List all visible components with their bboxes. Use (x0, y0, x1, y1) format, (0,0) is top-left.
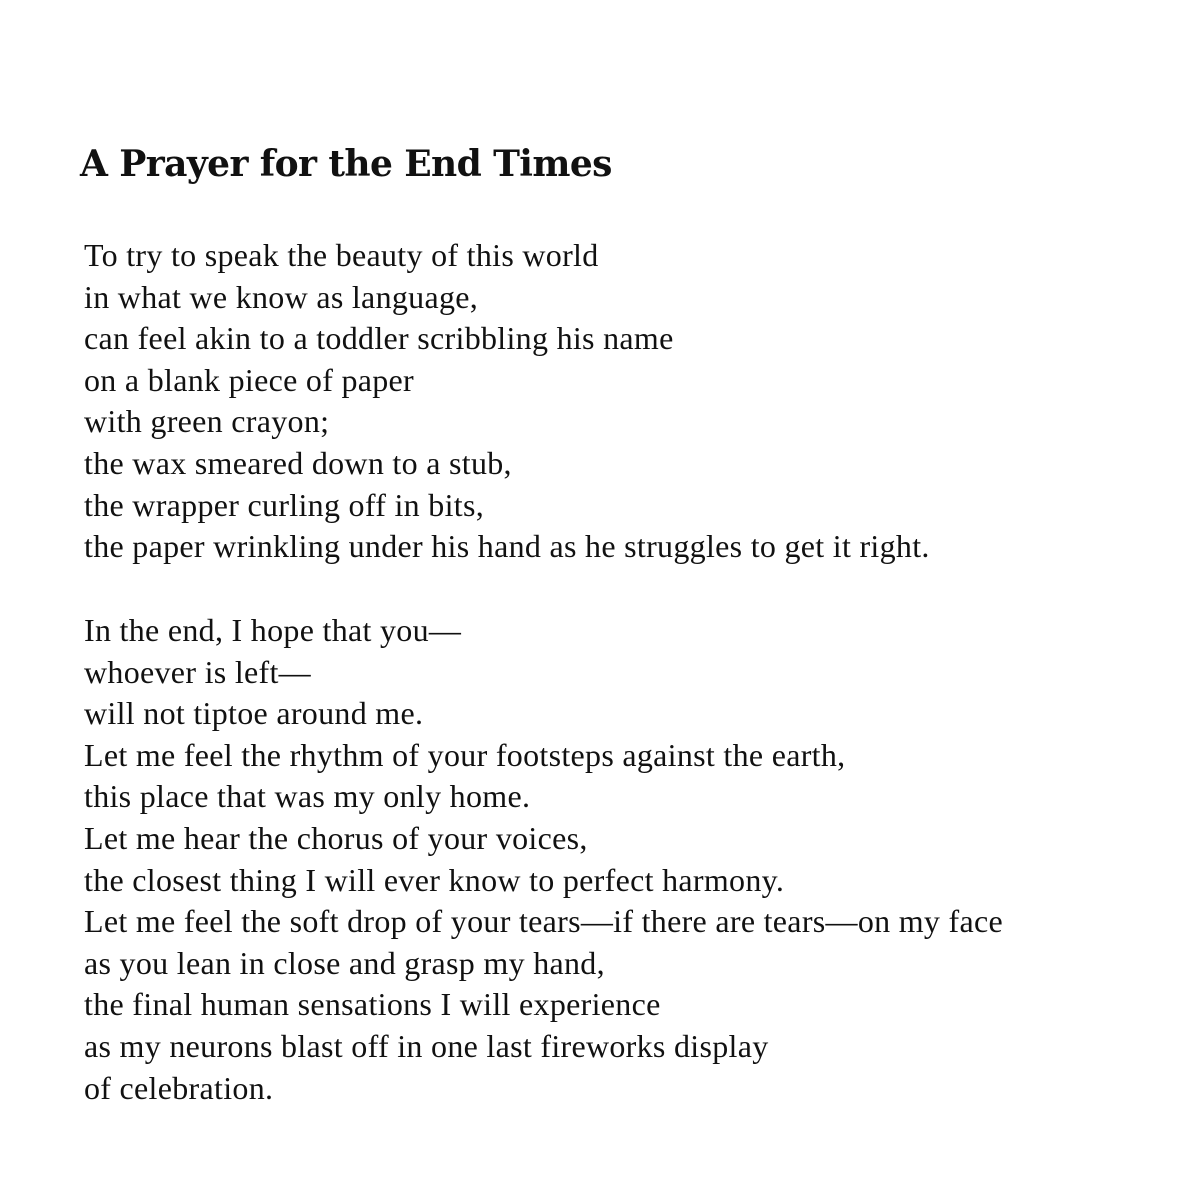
poem-line: whoever is left— (84, 653, 311, 690)
poem-line: Let me feel the rhythm of your footsteps against the earth, (84, 736, 846, 773)
poem-line: as my neurons blast off in one last fireworks display (84, 1027, 769, 1064)
poem-line: Let me hear the chorus of your voices, (84, 819, 588, 856)
poem-line: the wrapper curling off in bits, (84, 486, 485, 523)
poem-line: of celebration. (84, 1069, 274, 1106)
poem-line: as you lean in close and grasp my hand, (84, 944, 605, 981)
poem-line: To try to speak the beauty of this world (84, 237, 599, 273)
poem-line: this place that was my only home. (84, 778, 531, 815)
poem-line: Let me feel the soft drop of your tears—if there are tears—on my face (84, 903, 1003, 940)
poem-line: can feel akin to a toddler scribbling his name (84, 320, 674, 357)
poem-line: in what we know as language, (84, 278, 479, 315)
poem-line: the final human sensations I will experience (84, 986, 661, 1023)
poem-line: the paper wrinkling under his hand as he struggles to get it right. (84, 528, 930, 565)
poem-line: will not tiptoe around me. (84, 695, 424, 732)
poem-line: on a blank piece of paper (84, 361, 415, 398)
poem-line: the wax smeared down to a stub, (84, 444, 512, 481)
poem-line: with green crayon; (84, 403, 330, 440)
stanza-1 (84, 235, 930, 568)
poem-line: the closest thing I will ever know to perfect harmony. (84, 861, 785, 898)
poem-line: In the end, I hope that you— (84, 612, 462, 648)
poem-title: A Prayer for the End Times (80, 143, 612, 185)
stanza-2 (84, 610, 1003, 1109)
